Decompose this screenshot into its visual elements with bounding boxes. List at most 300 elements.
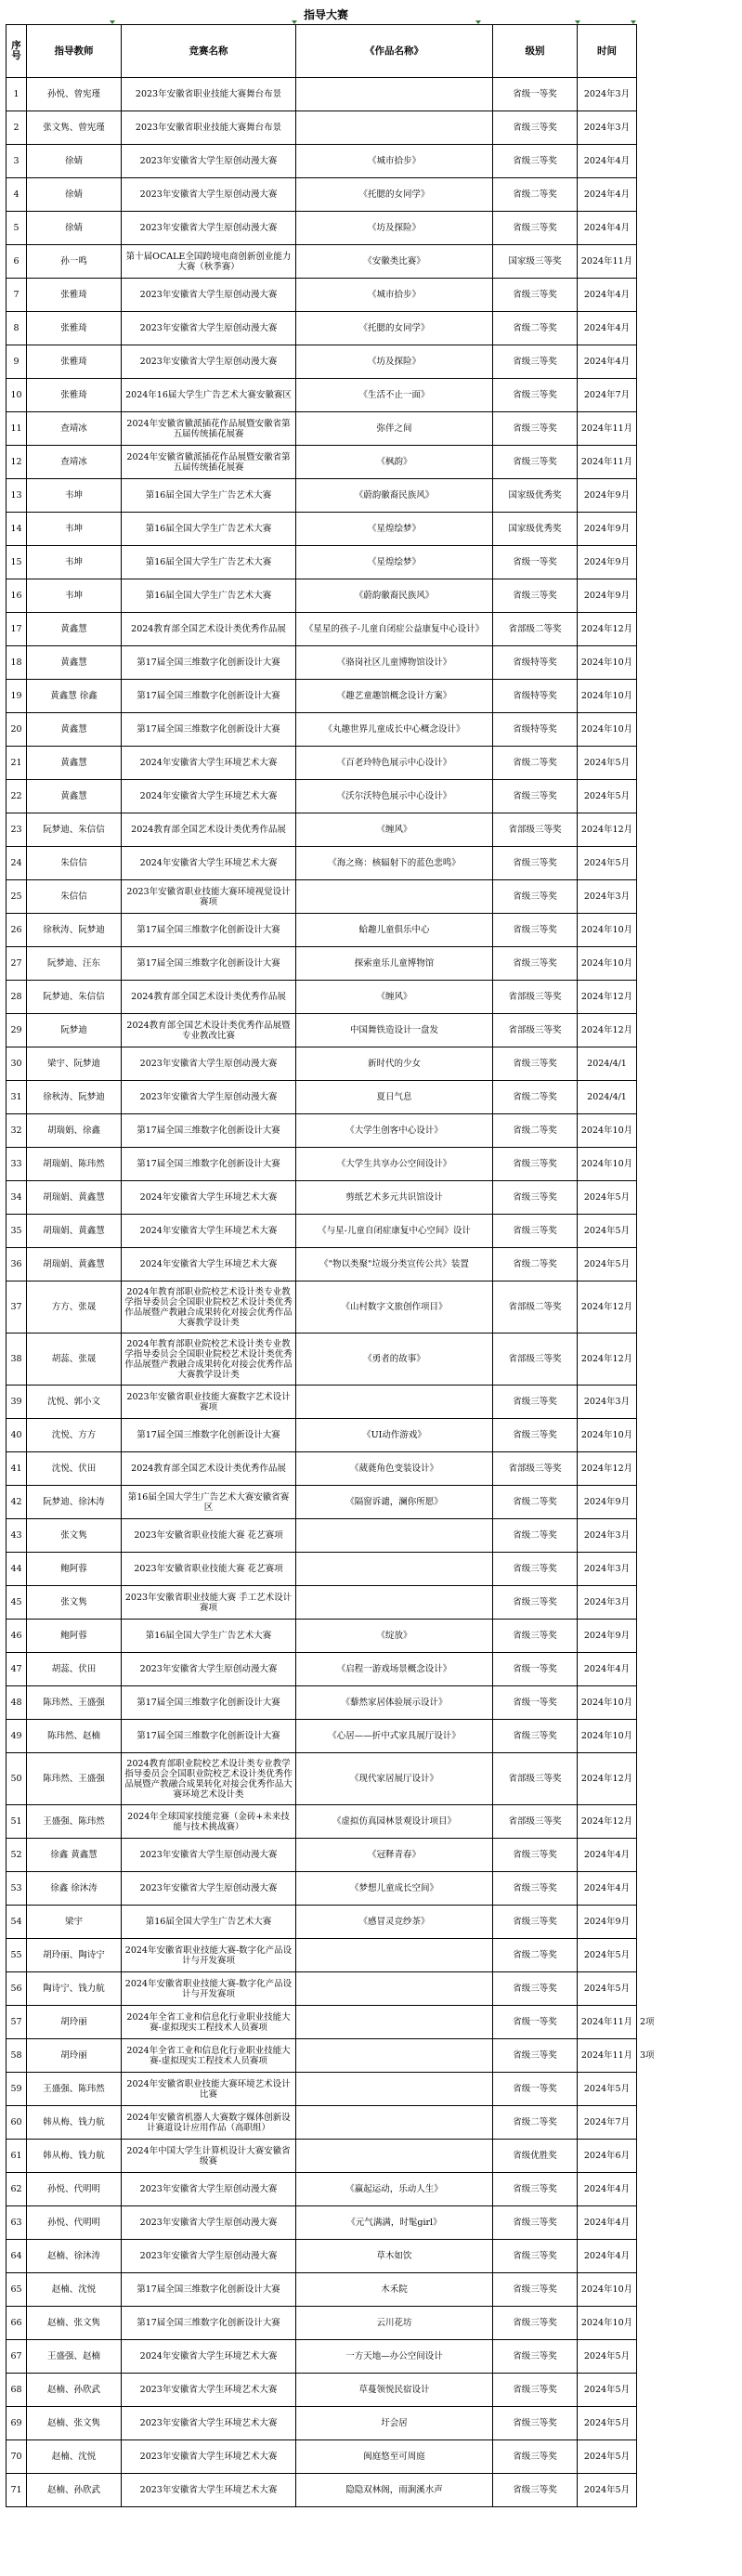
cell-date: 2024年4月 — [578, 2173, 637, 2206]
table-row — [7, 2173, 730, 2206]
cell-work: 《枫韵》 — [296, 446, 493, 479]
cell-date: 2024年6月 — [578, 2140, 637, 2173]
cell-date: 2024年12月 — [578, 1281, 637, 1334]
cell-date: 2024年11月 — [578, 2006, 637, 2039]
side-note — [637, 145, 730, 178]
side-note — [637, 1334, 730, 1386]
cell-index: 1 — [7, 78, 27, 111]
cell-level: 省部级三等奖 — [493, 1805, 578, 1839]
cell-teacher: 胡瑞娟、黄鑫慧 — [27, 1181, 122, 1215]
cell-date: 2024年10月 — [578, 1720, 637, 1753]
cell-level: 省级二等奖 — [493, 1114, 578, 1148]
cell-competition: 第17届全国三维数字化创新设计大赛 — [122, 646, 296, 680]
cell-work: 《丸趣世界儿童成长中心概念设计》 — [296, 713, 493, 747]
cell-date: 2024年9月 — [578, 1620, 637, 1653]
table-row — [7, 2307, 730, 2340]
side-note — [637, 2407, 730, 2440]
cell-competition: 2023年安徽省大学生原创动漫大赛 — [122, 2173, 296, 2206]
cell-teacher: 孙一鸣 — [27, 245, 122, 279]
cell-index: 17 — [7, 613, 27, 646]
side-note — [637, 245, 730, 279]
cell-competition: 2024年全球国家技能竞赛（金砖+未来技能与技术挑战赛） — [122, 1805, 296, 1839]
cell-level: 省级三等奖 — [493, 111, 578, 145]
cell-teacher: 胡玲丽 — [27, 2006, 122, 2039]
cell-index: 55 — [7, 1939, 27, 1972]
cell-teacher: 张文隽、曾宪瑾 — [27, 111, 122, 145]
side-note — [637, 212, 730, 245]
cell-teacher: 赵楠、张文隽 — [27, 2407, 122, 2440]
table-row — [7, 1081, 730, 1114]
table-row — [7, 1114, 730, 1148]
cell-level: 省级三等奖 — [493, 1906, 578, 1939]
table-row — [7, 1939, 730, 1972]
cell-teacher: 张雅琦 — [27, 345, 122, 379]
cell-work: 夏日气息 — [296, 1081, 493, 1114]
header-date: 时间 — [578, 25, 637, 78]
table-row — [7, 1014, 730, 1047]
cell-index: 45 — [7, 1586, 27, 1620]
cell-work: 《隔窗诉谴，澜你所愿》 — [296, 1486, 493, 1519]
cell-index: 9 — [7, 345, 27, 379]
cell-level: 省级三等奖 — [493, 1586, 578, 1620]
cell-work: 《启程一游戏场景概念设计》 — [296, 1653, 493, 1686]
side-note — [637, 479, 730, 513]
table-row — [7, 847, 730, 880]
cell-work: 《现代家居展厅设计》 — [296, 1753, 493, 1805]
cell-teacher: 赵楠、孙欣武 — [27, 2474, 122, 2507]
cell-teacher: 梁宇 — [27, 1906, 122, 1939]
cell-level: 省级三等奖 — [493, 1839, 578, 1872]
table-row — [7, 1972, 730, 2006]
table-row — [7, 880, 730, 914]
cell-index: 18 — [7, 646, 27, 680]
cell-index: 15 — [7, 546, 27, 579]
side-note — [637, 111, 730, 145]
cell-level: 省级三等奖 — [493, 345, 578, 379]
cell-competition: 2023年安徽省职业技能大赛舞台布景 — [122, 111, 296, 145]
cell-teacher: 胡蕊、伏田 — [27, 1653, 122, 1686]
cell-date: 2024年9月 — [578, 1906, 637, 1939]
cell-competition: 2023年安徽省大学生原创动漫大赛 — [122, 1081, 296, 1114]
table-row — [7, 1620, 730, 1653]
cell-date: 2024年3月 — [578, 1519, 637, 1553]
cell-level: 省级三等奖 — [493, 1181, 578, 1215]
header-index: 序号 — [7, 25, 27, 78]
side-note — [637, 1872, 730, 1906]
cell-level: 省级特等奖 — [493, 680, 578, 713]
cell-teacher: 张文隽 — [27, 1586, 122, 1620]
table-body — [7, 78, 730, 2507]
table-row — [7, 1653, 730, 1686]
cell-date: 2024年10月 — [578, 914, 637, 947]
side-note — [637, 178, 730, 212]
cell-work: 《坊及探险》 — [296, 212, 493, 245]
cell-index: 61 — [7, 2140, 27, 2173]
table-row — [7, 1519, 730, 1553]
cell-date: 2024年9月 — [578, 546, 637, 579]
cell-level: 省级特等奖 — [493, 646, 578, 680]
header-work: 《作品名称》 — [296, 25, 493, 78]
cell-index: 66 — [7, 2307, 27, 2340]
cell-date: 2024年12月 — [578, 1014, 637, 1047]
cell-level: 省级二等奖 — [493, 312, 578, 345]
cell-date: 2024年4月 — [578, 1653, 637, 1686]
table-row — [7, 2073, 730, 2106]
cell-date: 2024年7月 — [578, 2106, 637, 2140]
cell-competition: 2024年安徽省大学生环境艺术大赛 — [122, 747, 296, 780]
cell-index: 42 — [7, 1486, 27, 1519]
cell-work: 《与星-儿童自闭症康复中心空间》设计 — [296, 1215, 493, 1248]
cell-index: 56 — [7, 1972, 27, 2006]
cell-teacher: 徐鑫 黄鑫慧 — [27, 1839, 122, 1872]
cell-teacher: 沈悦、方方 — [27, 1419, 122, 1452]
cell-level: 省级三等奖 — [493, 2307, 578, 2340]
cell-teacher: 胡瑞娟、徐鑫 — [27, 1114, 122, 1148]
table-row — [7, 1839, 730, 1872]
cell-index: 13 — [7, 479, 27, 513]
cell-teacher: 阮梦迪、朱信信 — [27, 981, 122, 1014]
cell-date: 2024年5月 — [578, 847, 637, 880]
cell-index: 39 — [7, 1386, 27, 1419]
table-row — [7, 2240, 730, 2273]
side-note — [637, 2440, 730, 2474]
cell-teacher: 查靖冰 — [27, 446, 122, 479]
cell-competition: 2024年安徽省大学生环境艺术大赛 — [122, 847, 296, 880]
table-row — [7, 1686, 730, 1720]
side-note — [637, 2474, 730, 2507]
cell-teacher: 韩从梅、钱力航 — [27, 2140, 122, 2173]
cell-teacher: 查靖冰 — [27, 412, 122, 446]
table-row — [7, 2273, 730, 2307]
table-row — [7, 111, 730, 145]
table-row — [7, 1906, 730, 1939]
cell-work — [296, 1586, 493, 1620]
cell-level: 省级三等奖 — [493, 2440, 578, 2474]
cell-work: 剪纸艺术多元共识馆设计 — [296, 1181, 493, 1215]
cell-date: 2024年11月 — [578, 446, 637, 479]
cell-level: 省级三等奖 — [493, 914, 578, 947]
cell-level: 省级三等奖 — [493, 947, 578, 981]
cell-level: 省级三等奖 — [493, 2173, 578, 2206]
table-row — [7, 1215, 730, 1248]
cell-level: 省部级三等奖 — [493, 813, 578, 847]
cell-teacher: 朱信信 — [27, 880, 122, 914]
table-row — [7, 446, 730, 479]
cell-competition: 2024年教育部职业院校艺术设计类专业教学指导委员会全国职业院校艺术设计类优秀作品展暨产教融合成果转化对接会优秀作品大赛教学设计类 — [122, 1334, 296, 1386]
side-note — [637, 2106, 730, 2140]
cell-level: 国家级三等奖 — [493, 245, 578, 279]
cell-work: 《星星的孩子-儿童自闭症公益康复中心设计》 — [296, 613, 493, 646]
cell-teacher: 胡瑞娟、黄鑫慧 — [27, 1248, 122, 1281]
side-note: 2项 — [640, 2017, 655, 2027]
table-row — [7, 78, 730, 111]
cell-date: 2024年7月 — [578, 379, 637, 412]
cell-competition: 第17届全国三维数字化创新设计大赛 — [122, 713, 296, 747]
cell-level: 省级二等奖 — [493, 1519, 578, 1553]
cell-level: 省级优胜奖 — [493, 2140, 578, 2173]
cell-date: 2024年12月 — [578, 981, 637, 1014]
cell-date: 2024年3月 — [578, 880, 637, 914]
cell-index: 23 — [7, 813, 27, 847]
table-row — [7, 680, 730, 713]
cell-teacher: 韦坤 — [27, 479, 122, 513]
cell-competition: 2024教育部全国艺术设计类优秀作品展暨专业教改比赛 — [122, 1014, 296, 1047]
cell-level: 省级二等奖 — [493, 178, 578, 212]
cell-teacher: 黄鑫慧 — [27, 613, 122, 646]
cell-index: 68 — [7, 2374, 27, 2407]
cell-competition: 2023年安徽省大学生原创动漫大赛 — [122, 312, 296, 345]
cell-date: 2024年10月 — [578, 947, 637, 981]
side-note — [637, 1972, 730, 2006]
cell-date: 2024年3月 — [578, 78, 637, 111]
cell-work: 《城市拾步》 — [296, 145, 493, 178]
table-row — [7, 1386, 730, 1419]
side-note — [637, 1620, 730, 1653]
cell-index: 51 — [7, 1805, 27, 1839]
cell-work: 《百老玲特色展示中心设计》 — [296, 747, 493, 780]
cell-competition: 2023年安徽省大学生原创动漫大赛 — [122, 1872, 296, 1906]
cell-work: 《心居——折中式家具展厅设计》 — [296, 1720, 493, 1753]
cell-teacher: 黄鑫慧 — [27, 780, 122, 813]
cell-index: 36 — [7, 1248, 27, 1281]
cell-competition: 2023年安徽省职业技能大赛 花艺赛项 — [122, 1553, 296, 1586]
table-row — [7, 813, 730, 847]
cell-level: 省级二等奖 — [493, 747, 578, 780]
cell-level: 省级三等奖 — [493, 579, 578, 613]
cell-work: 《UI动作游戏》 — [296, 1419, 493, 1452]
cell-competition: 2023年安徽省大学生原创动漫大赛 — [122, 178, 296, 212]
cell-work: 《星煌绘梦》 — [296, 546, 493, 579]
cell-work: 《赢起运动，乐动人生》 — [296, 2173, 493, 2206]
title-text: 指导大赛 — [304, 8, 349, 21]
side-note — [637, 947, 730, 981]
side-note — [637, 880, 730, 914]
cell-teacher: 王盛强、陈玮然 — [27, 2073, 122, 2106]
cell-competition: 2024年16届大学生广告艺术大赛安徽赛区 — [122, 379, 296, 412]
cell-index: 46 — [7, 1620, 27, 1653]
cell-competition: 2024年全省工业和信息化行业职业技能大赛-虚拟现实工程技术人员赛项 — [122, 2006, 296, 2039]
cell-teacher: 王盛强、陈玮然 — [27, 1805, 122, 1839]
cell-index: 33 — [7, 1148, 27, 1181]
cell-level: 省部级二等奖 — [493, 613, 578, 646]
cell-date: 2024年5月 — [578, 2340, 637, 2374]
cell-level: 省级三等奖 — [493, 847, 578, 880]
cell-work: 《冠释青春》 — [296, 1839, 493, 1872]
cell-level: 省级二等奖 — [493, 1939, 578, 1972]
cell-teacher: 梁宇、阮梦迪 — [27, 1047, 122, 1081]
cell-index: 32 — [7, 1114, 27, 1148]
cell-competition: 2024年安徽省机器人大赛数字媒体创新设计赛道设计应用作品（高职组） — [122, 2106, 296, 2140]
side-note — [637, 2340, 730, 2374]
cell-date: 2024年4月 — [578, 312, 637, 345]
table-row — [7, 613, 730, 646]
cell-work: 《藜然家居体验展示设计》 — [296, 1686, 493, 1720]
cell-level: 省级一等奖 — [493, 1653, 578, 1686]
cell-date: 2024年4月 — [578, 1839, 637, 1872]
cell-work: 一方天地—办公空间设计 — [296, 2340, 493, 2374]
cell-work: 弥伴之间 — [296, 412, 493, 446]
cell-work: 《托腮的女同学》 — [296, 312, 493, 345]
table-row — [7, 914, 730, 947]
table-row — [7, 145, 730, 178]
side-note — [637, 2240, 730, 2273]
cell-index: 14 — [7, 513, 27, 546]
cell-date: 2024年5月 — [578, 780, 637, 813]
cell-competition: 2024年安徽省大学生环境艺术大赛 — [122, 780, 296, 813]
cell-date: 2024年12月 — [578, 1753, 637, 1805]
cell-teacher: 胡瑞娟、陈玮然 — [27, 1148, 122, 1181]
cell-index: 16 — [7, 579, 27, 613]
side-note — [637, 78, 730, 111]
cell-index: 2 — [7, 111, 27, 145]
side-note — [637, 914, 730, 947]
cell-index: 49 — [7, 1720, 27, 1753]
cell-competition: 2024年安徽省大学生环境艺术大赛 — [122, 1215, 296, 1248]
cell-level: 省部级三等奖 — [493, 981, 578, 1014]
cell-work — [296, 2140, 493, 2173]
cell-competition: 2024教育部全国艺术设计类优秀作品展 — [122, 813, 296, 847]
cell-work: 《趣艺童趣馆概念设计方案》 — [296, 680, 493, 713]
cell-level: 省级三等奖 — [493, 1620, 578, 1653]
cell-date: 2024年4月 — [578, 178, 637, 212]
cell-work — [296, 111, 493, 145]
cell-competition: 第17届全国三维数字化创新设计大赛 — [122, 2273, 296, 2307]
cell-date: 2024年4月 — [578, 212, 637, 245]
cell-level: 省级三等奖 — [493, 2039, 578, 2073]
side-note: 3项 — [640, 2050, 655, 2061]
cell-level: 省级二等奖 — [493, 1486, 578, 1519]
cell-index: 57 — [7, 2006, 27, 2039]
cell-level: 省级一等奖 — [493, 546, 578, 579]
cell-competition: 2024年安徽省大学生环境艺术大赛 — [122, 2340, 296, 2374]
side-note — [637, 613, 730, 646]
cell-competition: 2023年安徽省大学生原创动漫大赛 — [122, 1839, 296, 1872]
cell-index: 65 — [7, 2273, 27, 2307]
table-row — [7, 245, 730, 279]
cell-level: 省部级三等奖 — [493, 1753, 578, 1805]
table-row — [7, 1047, 730, 1081]
cell-teacher: 朱信信 — [27, 847, 122, 880]
table-row — [7, 1334, 730, 1386]
side-note — [637, 747, 730, 780]
cell-level: 省级三等奖 — [493, 2340, 578, 2374]
side-note — [637, 1114, 730, 1148]
cell-index: 25 — [7, 880, 27, 914]
cell-competition: 2023年安徽省大学生原创动漫大赛 — [122, 2206, 296, 2240]
cell-work: 《梦想儿童成长空间》 — [296, 1872, 493, 1906]
table-row — [7, 1753, 730, 1805]
cell-competition: 2024年安徽省大学生环境艺术大赛 — [122, 1248, 296, 1281]
cell-date: 2024年5月 — [578, 2440, 637, 2474]
cell-teacher: 胡玲丽 — [27, 2039, 122, 2073]
cell-date: 2024年5月 — [578, 2407, 637, 2440]
cell-work — [296, 2106, 493, 2140]
cell-teacher: 胡蕊、张晟 — [27, 1334, 122, 1386]
cell-level: 省级二等奖 — [493, 1081, 578, 1114]
table-row — [7, 2006, 730, 2039]
cell-competition: 第17届全国三维数字化创新设计大赛 — [122, 1686, 296, 1720]
cell-level: 省级三等奖 — [493, 1047, 578, 1081]
cell-date: 2024年10月 — [578, 1419, 637, 1452]
cell-work: 探索童乐儿童博物馆 — [296, 947, 493, 981]
side-note — [637, 1081, 730, 1114]
cell-teacher: 孙悦、代明明 — [27, 2173, 122, 2206]
side-note — [637, 446, 730, 479]
cell-competition: 2024教育部全国艺术设计类优秀作品展 — [122, 1452, 296, 1486]
cell-index: 24 — [7, 847, 27, 880]
cell-work: 《城市拾步》 — [296, 279, 493, 312]
cell-index: 64 — [7, 2240, 27, 2273]
table-row — [7, 279, 730, 312]
cell-teacher: 徐婧 — [27, 212, 122, 245]
cell-date: 2024年10月 — [578, 1114, 637, 1148]
cell-teacher: 阮梦迪 — [27, 1014, 122, 1047]
side-note — [637, 513, 730, 546]
cell-index: 35 — [7, 1215, 27, 1248]
header-row — [7, 25, 730, 78]
cell-date: 2024年4月 — [578, 279, 637, 312]
cell-index: 29 — [7, 1014, 27, 1047]
header-blank — [637, 25, 730, 78]
cell-level: 省级三等奖 — [493, 1553, 578, 1586]
cell-work: 《虚拟仿真园林景观设计项目》 — [296, 1805, 493, 1839]
side-note — [637, 279, 730, 312]
cell-index: 8 — [7, 312, 27, 345]
side-note — [637, 412, 730, 446]
cell-teacher: 赵楠、孙欣武 — [27, 2374, 122, 2407]
side-note — [637, 1939, 730, 1972]
side-note — [637, 1452, 730, 1486]
cell-work — [296, 78, 493, 111]
cell-competition: 2023年安徽省大学生环境艺术大赛 — [122, 2440, 296, 2474]
cell-date: 2024年4月 — [578, 145, 637, 178]
cell-teacher: 黄鑫慧 — [27, 713, 122, 747]
cell-index: 4 — [7, 178, 27, 212]
cell-level: 省级二等奖 — [493, 2106, 578, 2140]
cell-index: 58 — [7, 2039, 27, 2073]
side-note — [637, 546, 730, 579]
cell-competition: 2023年安徽省大学生环境艺术大赛 — [122, 2474, 296, 2507]
cell-date: 2024年3月 — [578, 1386, 637, 1419]
cell-teacher: 徐鑫 徐沐涛 — [27, 1872, 122, 1906]
side-note — [637, 646, 730, 680]
cell-date: 2024年11月 — [578, 245, 637, 279]
cell-work — [296, 1553, 493, 1586]
cell-competition: 第17届全国三维数字化创新设计大赛 — [122, 1114, 296, 1148]
cell-competition: 第17届全国三维数字化创新设计大赛 — [122, 2307, 296, 2340]
cell-date: 2024年12月 — [578, 613, 637, 646]
cell-level: 省部级三等奖 — [493, 1452, 578, 1486]
cell-teacher: 鲍阿蓉 — [27, 1553, 122, 1586]
cell-level: 省级一等奖 — [493, 2073, 578, 2106]
cell-teacher: 沈悦、郭小文 — [27, 1386, 122, 1419]
cell-competition: 2024年安徽省职业技能大赛-数字化产品设计与开发赛项 — [122, 1972, 296, 2006]
side-note — [637, 1839, 730, 1872]
cell-teacher: 张文隽 — [27, 1519, 122, 1553]
cell-competition: 第17届全国三维数字化创新设计大赛 — [122, 1720, 296, 1753]
side-note — [637, 1419, 730, 1452]
cell-level: 省级三等奖 — [493, 2407, 578, 2440]
cell-index: 54 — [7, 1906, 27, 1939]
side-note — [637, 1248, 730, 1281]
cell-index: 6 — [7, 245, 27, 279]
table-row — [7, 2374, 730, 2407]
cell-date: 2024年12月 — [578, 1334, 637, 1386]
cell-index: 69 — [7, 2407, 27, 2440]
cell-work: 《元气满满，时髦girl》 — [296, 2206, 493, 2240]
side-note — [637, 579, 730, 613]
cell-level: 省级三等奖 — [493, 279, 578, 312]
